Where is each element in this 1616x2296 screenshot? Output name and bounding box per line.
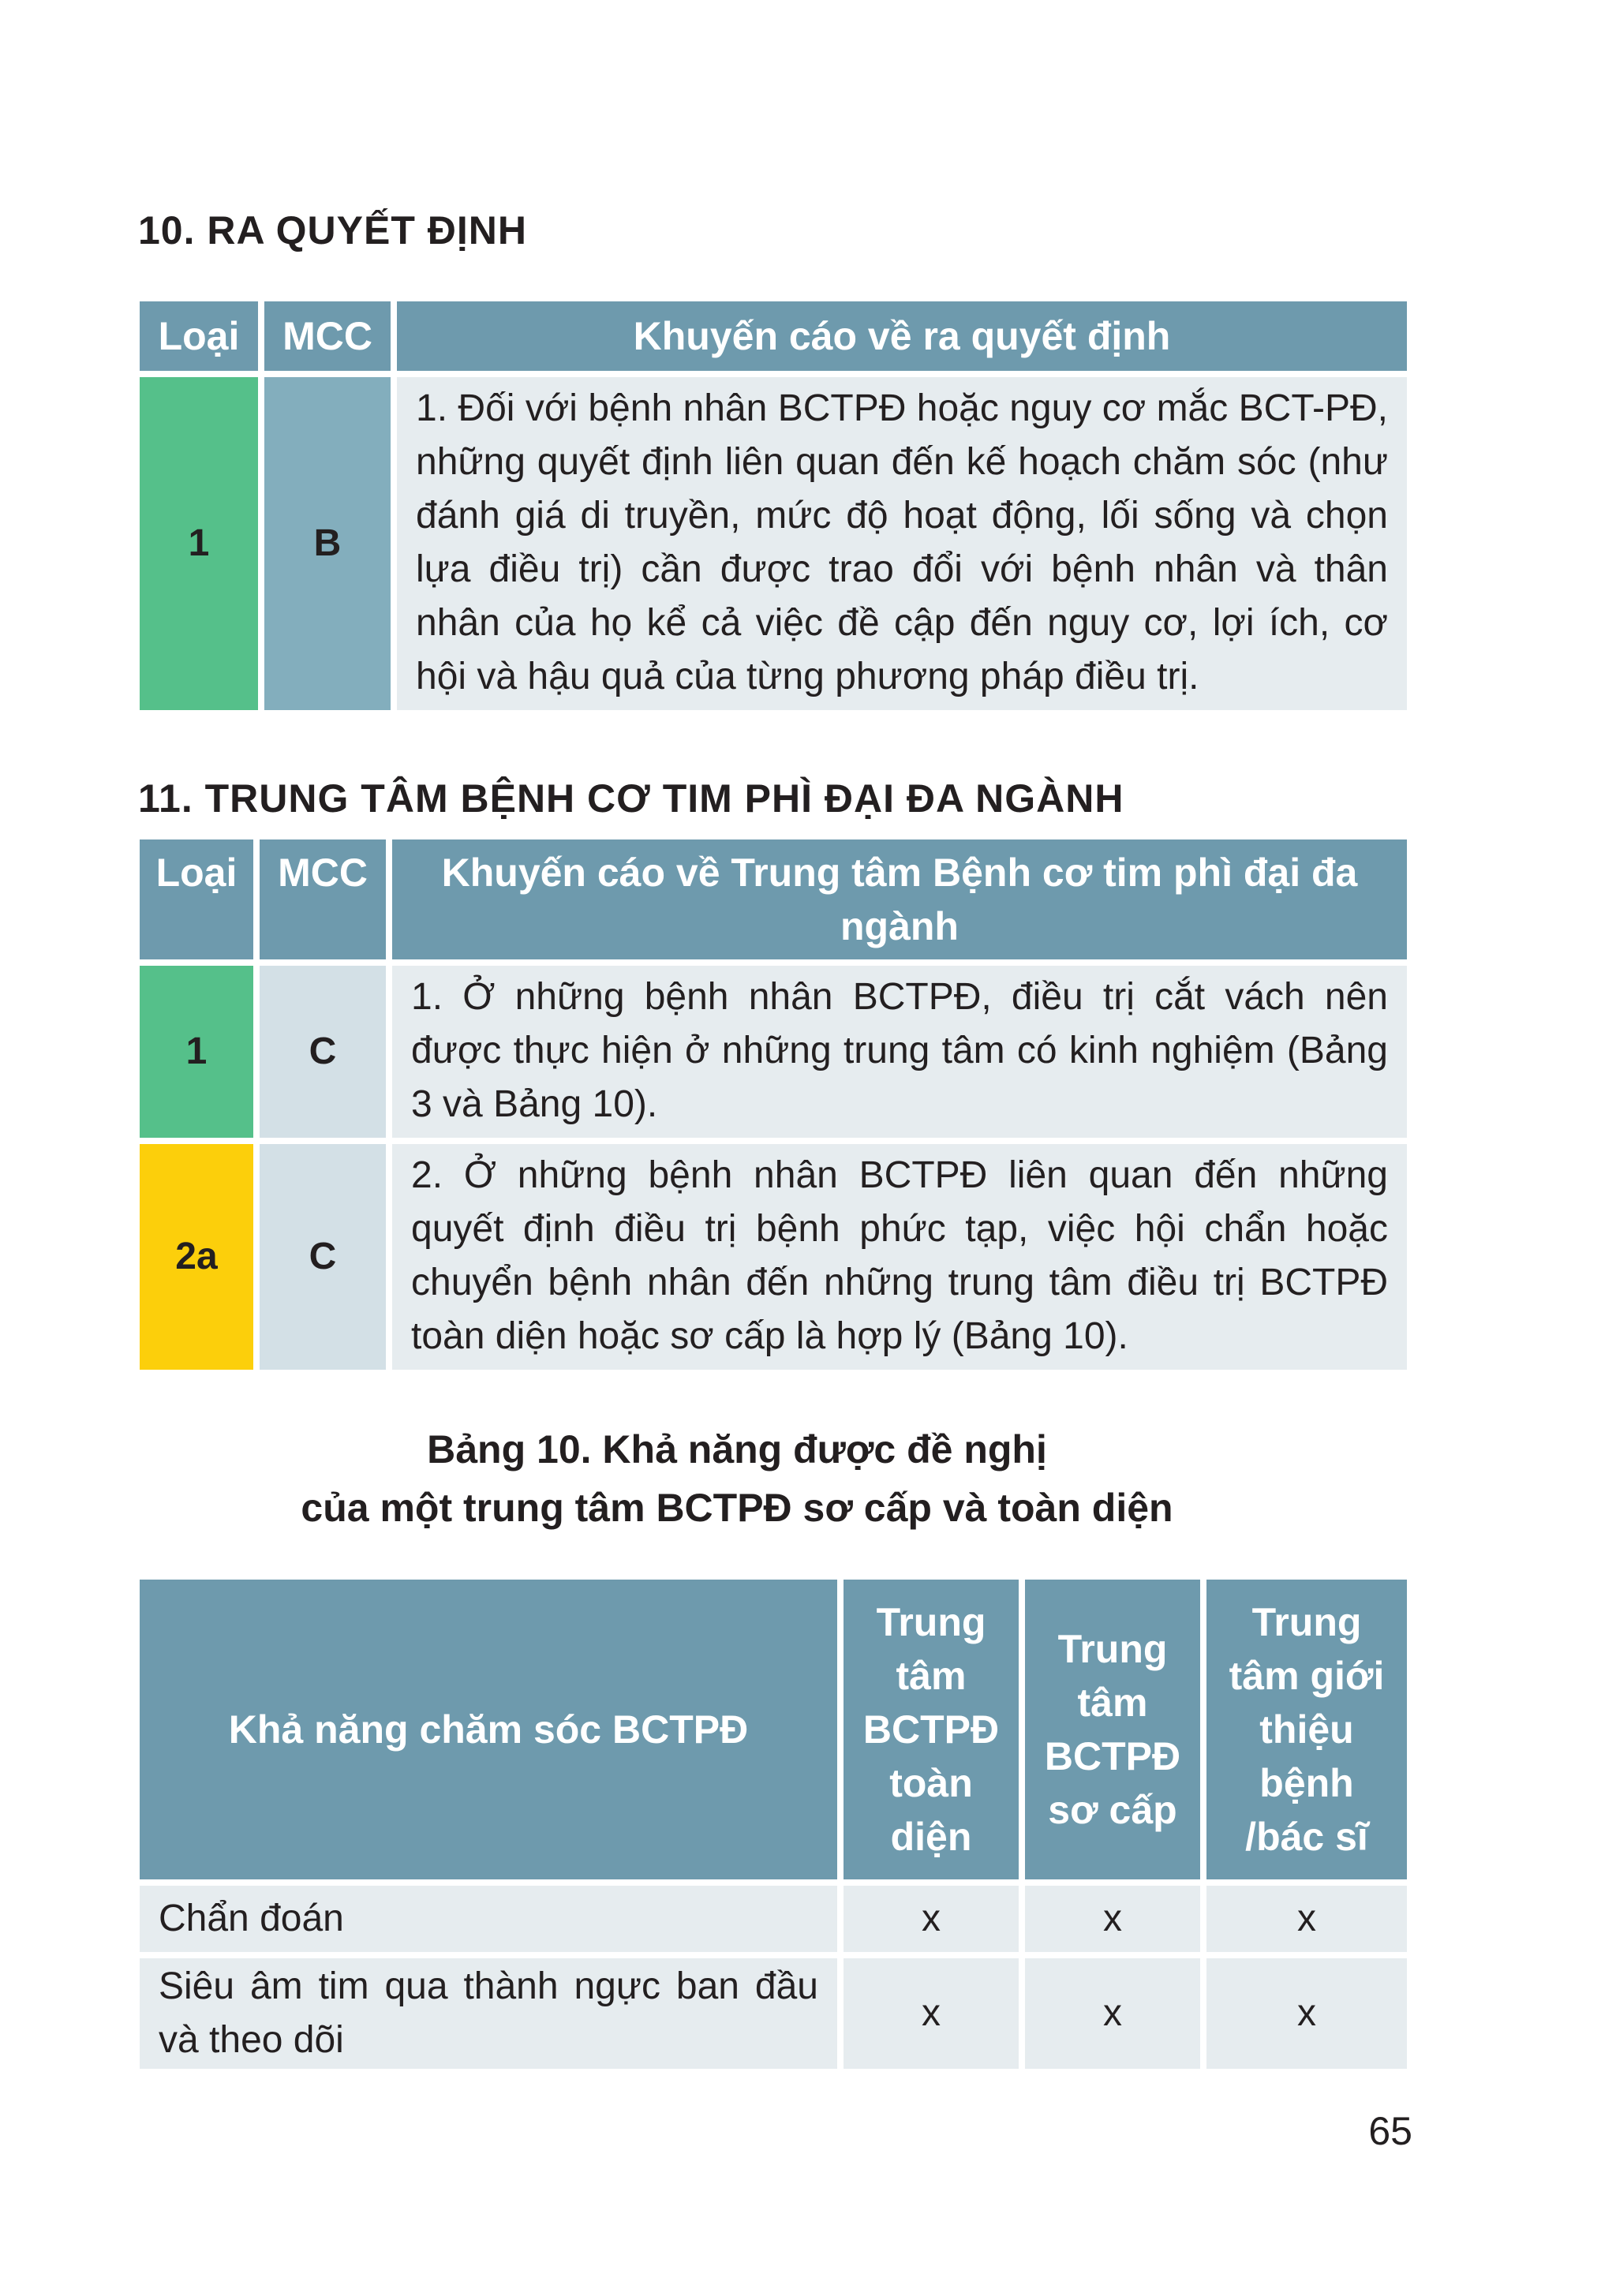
decision-making-table xyxy=(133,295,1413,716)
table-header-row xyxy=(140,1580,1407,1879)
class-badge: 1 xyxy=(140,377,258,710)
recommendation-text: 2. Ở những bệnh nhân BCTPĐ liên quan đến những quyết định điều trị bệnh phức tạp, việc hội chẩn hoặc chuyển bệnh nhân đến những trung tâm điều trị BCTPĐ toàn diện hoặc sơ cấp là hợp lý (Bảng 10). xyxy=(392,1144,1407,1370)
class-badge: 1 xyxy=(140,966,253,1138)
col-header-recommendation: Khuyến cáo về Trung tâm Bệnh cơ tim phì đại đa ngành xyxy=(392,839,1407,959)
check-mark: x xyxy=(1206,1958,1407,2069)
check-mark: x xyxy=(1206,1886,1407,1952)
mcc-badge: C xyxy=(260,966,386,1138)
table-row xyxy=(140,966,1407,1138)
section-10-heading: 10. RA QUYẾT ĐỊNH xyxy=(138,208,528,252)
recommendation-text: 1. Đối với bệnh nhân BCTPĐ hoặc nguy cơ mắc BCT-PĐ, những quyết định liên quan đến kế hoạch chăm sóc (như đánh giá di truyền, mức độ hoạt động, lối sống và chọn lựa điều trị) cần được trao đổi với bệnh nhân và thân nhân của họ kể cả việc đề cập đến nguy cơ, lợi ích, cơ hội và hậu quả của từng phương pháp điều trị. xyxy=(397,377,1407,710)
col-header-recommendation: Khuyến cáo về ra quyết định xyxy=(397,301,1407,371)
col-header-primary: Trung tâm BCTPĐ sơ cấp xyxy=(1025,1580,1200,1879)
table-row xyxy=(140,1958,1407,2069)
page-number: 65 xyxy=(1368,2109,1412,2153)
capability-name: Siêu âm tim qua thành ngực ban đầu và theo dõi xyxy=(140,1958,837,2069)
col-header-capability: Khả năng chăm sóc BCTPĐ xyxy=(140,1580,837,1879)
hcm-center-table xyxy=(133,833,1413,1376)
col-header-type: Loại xyxy=(140,839,253,959)
table-row xyxy=(140,1886,1407,1952)
capability-table xyxy=(133,1573,1413,2075)
table-10-caption xyxy=(0,1420,1616,1537)
class-badge: 2a xyxy=(140,1144,253,1370)
col-header-mcc: MCC xyxy=(260,839,386,959)
check-mark: x xyxy=(844,1886,1019,1952)
col-header-type: Loại xyxy=(140,301,258,371)
capability-name: Chẩn đoán xyxy=(140,1886,837,1952)
table-row xyxy=(140,1144,1407,1370)
caption-line-1: Bảng 10. Khả năng được đề nghị xyxy=(427,1427,1047,1471)
recommendation-text: 1. Ở những bệnh nhân BCTPĐ, điều trị cắt vách nên được thực hiện ở những trung tâm có kinh nghiệm (Bảng 3 và Bảng 10). xyxy=(392,966,1407,1138)
section-11-heading: 11. TRUNG TÂM BỆNH CƠ TIM PHÌ ĐẠI ĐA NGÀNH xyxy=(138,776,1124,821)
col-header-mcc: MCC xyxy=(264,301,391,371)
mcc-badge: C xyxy=(260,1144,386,1370)
caption-line-2: của một trung tâm BCTPĐ sơ cấp và toàn diện xyxy=(301,1486,1173,1530)
col-header-referral: Trung tâm giới thiệu bệnh /bác sĩ xyxy=(1206,1580,1407,1879)
table-row xyxy=(140,377,1407,710)
mcc-badge: B xyxy=(264,377,391,710)
check-mark: x xyxy=(1025,1958,1200,2069)
col-header-comprehensive: Trung tâm BCTPĐ toàn diện xyxy=(844,1580,1019,1879)
check-mark: x xyxy=(844,1958,1019,2069)
table-header-row xyxy=(140,839,1407,959)
table-header-row xyxy=(140,301,1407,371)
check-mark: x xyxy=(1025,1886,1200,1952)
